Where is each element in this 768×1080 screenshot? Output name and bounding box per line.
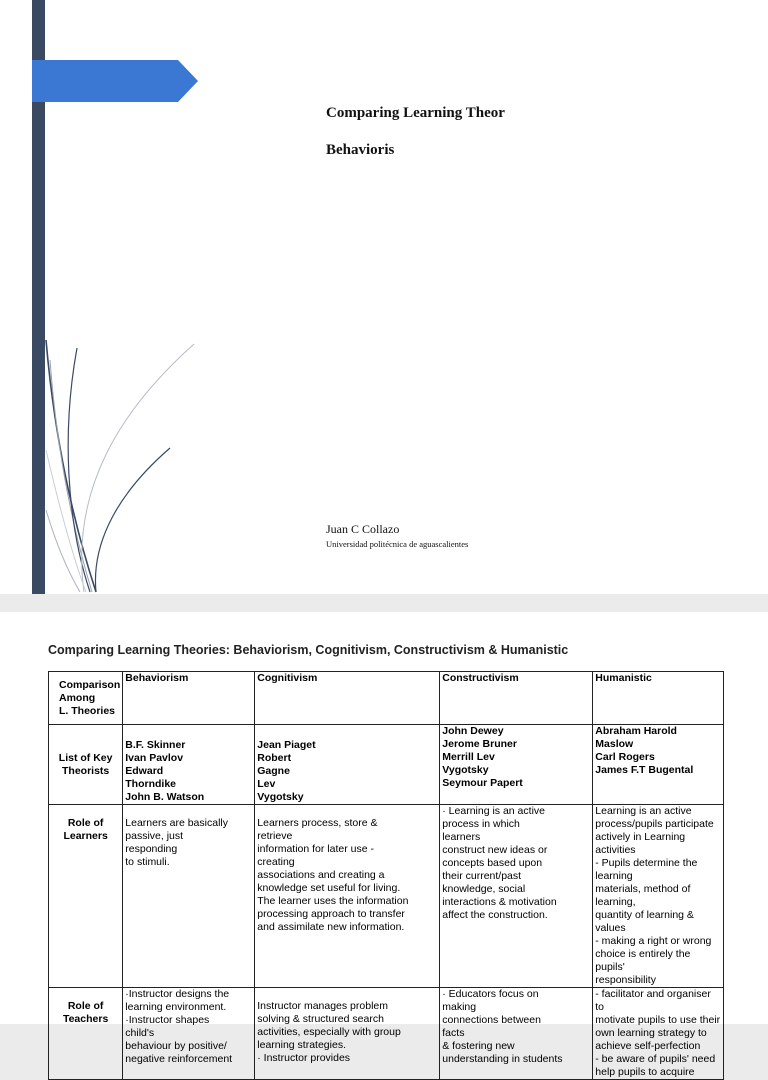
table-cell: ·Instructor designs the learning environment. ·Instructor shapes child's behaviour by positive/ negative reinforcement (123, 988, 255, 1080)
table-cell: Learners process, store & retrieve information for later use - creating associations and creating a knowledge set useful for living. The learner uses the information processing approach to transfer and assimilate new information. (255, 805, 440, 988)
col-header-cognitivism: Cognitivism (255, 672, 440, 725)
decorative-curves (0, 330, 200, 594)
table-cell: B.F. Skinner Ivan Pavlov Edward Thorndike John B. Watson (123, 725, 255, 805)
table-header-row (49, 672, 724, 725)
document-heading: Comparing Learning Theories: Behaviorism, Cognitivism, Constructivism & Humanistic (48, 643, 569, 657)
table-row-theorists (49, 725, 724, 805)
row-label-teachers: Role of Teachers (49, 988, 123, 1080)
table-row-learners (49, 805, 724, 988)
table-row-teachers (49, 988, 724, 1080)
table-corner-cell: Comparison Among L. Theories (49, 672, 123, 725)
cover-institution: Universidad politécnica de aguascalientes (326, 539, 469, 549)
table-cell: Learning is an active process/pupils participate actively in Learning activities - Pupils determine the learning materials, method of learning, quantity of learning & values - making a right or wrong choice is entirely the pupils' responsibility (593, 805, 724, 988)
table-cell: Jean Piaget Robert Gagne Lev Vygotsky (255, 725, 440, 805)
col-header-constructivism: Constructivism (440, 672, 593, 725)
table-cell: - facilitator and organiser to motivate pupils to use their own learning strategy to achieve self-perfection - be aware of pupils' need help pupils to acquire (593, 988, 724, 1080)
table-cell: · Educators focus on making connections between facts & fostering new understanding in students (440, 988, 593, 1080)
table-cell: Learners are basically passive, just responding to stimuli. (123, 805, 255, 988)
col-header-humanistic: Humanistic (593, 672, 724, 725)
table-cell: John Dewey Jerome Bruner Merrill Lev Vygotsky Seymour Papert (440, 725, 593, 805)
table-cell: Instructor manages problem solving & structured search activities, especially with group learning strategies. · Instructor provides (255, 988, 440, 1080)
content-page (0, 612, 768, 1078)
cover-title: Comparing Learning Theor (326, 105, 505, 121)
table-cell: · Learning is an active process in which learners construct new ideas or concepts based upon their current/past knowledge, social interactions & motivation affect the construction. (440, 805, 593, 988)
row-label-learners: Role of Learners (49, 805, 123, 988)
col-header-behaviorism: Behaviorism (123, 672, 255, 725)
table-cell: Abraham Harold Maslow Carl Rogers James F.T Bugental (593, 725, 724, 805)
cover-subtitle: Behavioris (326, 142, 395, 158)
comparison-table (48, 671, 724, 1080)
row-label-theorists: List of Key Theorists (49, 725, 123, 805)
cover-author: Juan C Collazo (326, 522, 400, 536)
